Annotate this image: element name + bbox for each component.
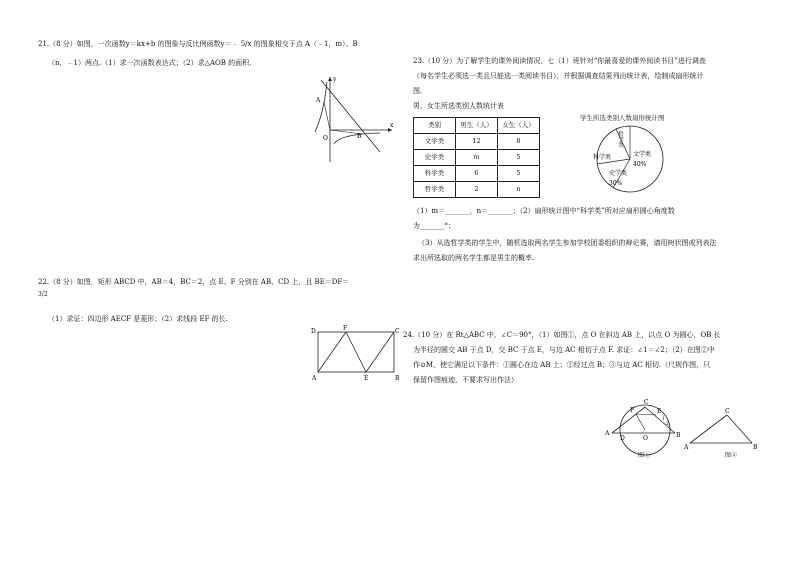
fig22-F-label: F (343, 325, 348, 332)
pie-chart (585, 124, 675, 194)
q22-line1: 22.（8 分）如图，矩形 ABCD 中，AB＝4，BC＝2，点 E、F 分别在 AB、CD 上，且 BE＝DF＝ (38, 278, 350, 286)
q21-figure (310, 72, 400, 167)
fig22-D-label: D (311, 328, 316, 335)
pie-label-literature-pct: 40% (633, 161, 647, 168)
fig24-D-label: D (620, 435, 625, 442)
fig24-angle1-label: 1 (662, 417, 665, 422)
fig24-A-label: A (605, 430, 610, 437)
q24-figure-2 (682, 405, 762, 451)
table-row (414, 166, 540, 182)
table-cell: 5 (498, 166, 540, 182)
fig22-E-label: E (364, 375, 369, 382)
q24-line4: 保留作图痕迹，不要求写出作法） (413, 376, 518, 384)
table-cell: 科学类 (414, 166, 456, 182)
fig21-y-label: y (333, 76, 337, 83)
q23-sub1: （1）m＝_______，n＝_______；（2）扇形统计图中“科学类”所对应扇形圆心角度数 (413, 207, 675, 215)
table-cell: 哲学类 (414, 182, 456, 198)
q23-sub1b: 为_______°； (413, 222, 455, 230)
table-cell: 12 (456, 134, 498, 150)
fig21-A-label: A (316, 97, 321, 104)
q23-sub3b: 求出所选取的两名学生都是男生的概率. (413, 254, 535, 262)
table-row (414, 150, 540, 166)
q21-line2: （n，﹣1）两点.（1）求一次函数表达式；（2）求△AOB 的面积. (48, 59, 252, 67)
q23-line1: 23.（10 分）为了解学生的课外阅读情况，七（1）班针对“你最喜爱的课外阅读书目”进行调查 (413, 57, 706, 65)
table-cell: 5 (498, 150, 540, 166)
pie-label-science: 科学类 (593, 154, 612, 161)
q23-line3: 图. (413, 87, 423, 95)
table-header-row (414, 118, 540, 134)
pie-title: 学生所选类别人数扇形统计图 (580, 114, 665, 122)
fig24-angle2-label: 2 (666, 422, 669, 427)
table-cell: m (456, 150, 498, 166)
stat-table-title: 男、女生所选类别人数统计表 (413, 102, 504, 110)
pie-label-history-pct: 30% (609, 180, 623, 187)
table-cell: 2 (456, 182, 498, 198)
q24-line3: 作⊙M，使它满足以下条件：①圆心在边 AB 上；②经过点 B；③与边 AC 相切.（尺规作图，只 (413, 361, 711, 369)
pie-label-philosophy: 哲学类 (617, 131, 623, 148)
fig2-caption: 图② (725, 452, 738, 459)
fig22-B-label: B (395, 375, 400, 382)
q22-figure (308, 322, 406, 384)
pie-label-history: 史学类 (609, 170, 628, 177)
q24-line1: 24.（10 分）在 Rt△ABC 中，∠C＝90°，（1）如图①，点 O 在斜边 AB 上，以点 O 为圆心，OB 长 (403, 331, 721, 339)
stat-table (413, 117, 540, 198)
q23-line2: （每名学生必须选一类且只能选一类阅读书目），并根据调查结果列出统计表，绘制成扇形统计 (413, 72, 704, 80)
fig24-B-label: B (676, 432, 681, 439)
q24-line2: 为半径的圆交 AB 于点 D，交 BC 于点 E，与边 AC 相切于点 F. 求证：∠1＝∠2；（2）在图②中 (413, 346, 715, 354)
table-cell: 6 (456, 166, 498, 182)
fig21-x-label: x (390, 122, 394, 129)
fig2-C-label: C (725, 408, 730, 415)
table-cell: 8 (498, 134, 540, 150)
table-row (414, 182, 540, 198)
q22-line2: （1）求证：四边形 AECF 是菱形；（2）求线段 EF 的长. (48, 315, 228, 323)
table-cell: n (498, 182, 540, 198)
fig21-O-label: O (323, 135, 328, 142)
fig2-B-label: B (753, 444, 758, 451)
table-header: 男生（人） (456, 118, 498, 134)
fig1-caption: 图① (638, 452, 651, 459)
pie-label-literature: 文学类 (633, 151, 652, 158)
fig24-C-label: C (644, 399, 649, 406)
fig24-E-label: E (657, 408, 662, 415)
q21-line1: 21.（8 分）如图，一次函数y＝kx+b 的图象与反比例函数y＝﹣ 5/x 的图象相交于点 A（﹣1，m）、B (38, 40, 358, 48)
q23-sub3a: （3）从选哲学类的学生中，随机选取两名学生参加学校团委组织的辩论赛，请用树状图或列表法 (418, 239, 717, 247)
fig2-A-label: A (684, 444, 689, 451)
fig22-A-label: A (312, 375, 317, 382)
table-cell: 文学类 (414, 134, 456, 150)
table-header: 类别 (414, 118, 456, 134)
fig22-C-label: C (395, 328, 400, 335)
q22-fraction: 3/2 (38, 291, 48, 298)
fig24-O-label: O (643, 435, 648, 442)
table-cell: 史学类 (414, 150, 456, 166)
table-row (414, 134, 540, 150)
table-header: 女生（人） (498, 118, 540, 134)
fig24-F-label: F (630, 407, 635, 414)
fig21-B-label: B (357, 133, 362, 140)
